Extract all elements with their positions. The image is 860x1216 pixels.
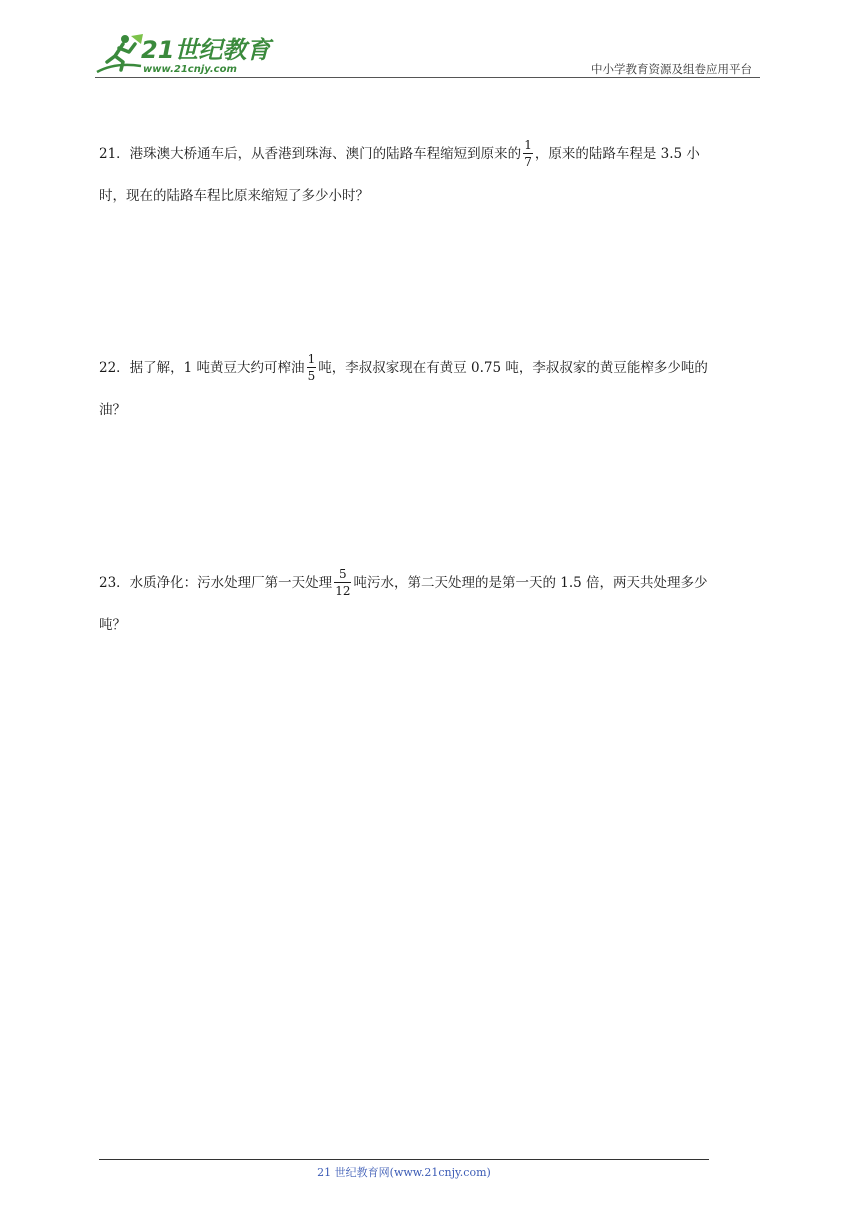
question-22 <box>99 347 769 431</box>
question-text: 吨？ <box>99 617 126 633</box>
question-text: 22．据了解，1 吨黄豆大约可榨油 <box>99 360 305 376</box>
header-tagline: 中小学教育资源及组卷应用平台 <box>591 62 752 76</box>
fraction <box>334 567 351 598</box>
header-divider <box>95 77 760 78</box>
footer-link[interactable]: 21 世纪教育网(www.21cnjy.com) <box>317 1166 491 1179</box>
logo-url-text: www.21cnjy.com <box>143 64 237 75</box>
fraction-numerator: 1 <box>307 352 316 366</box>
fraction-numerator: 1 <box>524 138 532 152</box>
question-line <box>99 175 769 217</box>
fraction-denominator: 5 <box>307 369 316 383</box>
question-text: 油？ <box>99 402 126 418</box>
logo-brand-text: 21世纪教育 <box>141 36 271 64</box>
page-header <box>95 30 760 78</box>
footer-divider <box>99 1159 709 1160</box>
fraction-numerator: 5 <box>334 567 351 583</box>
question-text: 时，现在的陆路车程比原来缩短了多少小时？ <box>99 188 369 204</box>
site-logo[interactable] <box>95 32 271 76</box>
question-text: ，原来的陆路车程是 3.5 小 <box>534 146 700 162</box>
question-text: 吨污水，第二天处理的是第一天的 1.5 倍，两天共处理多少 <box>353 575 708 591</box>
question-line <box>99 562 769 604</box>
runner-logo-icon <box>95 32 145 76</box>
fraction <box>523 138 533 169</box>
question-text: 吨，李叔叔家现在有黄豆 0.75 吨，李叔叔家的黄豆能榨多少吨的 <box>318 360 708 376</box>
fraction-denominator: 7 <box>524 155 532 169</box>
fraction <box>307 352 317 383</box>
question-text: 21．港珠澳大桥通车后，从香港到珠海、澳门的陆路车程缩短到原来的 <box>99 146 522 162</box>
question-line <box>99 133 769 175</box>
question-line <box>99 604 769 646</box>
question-21 <box>99 133 769 217</box>
question-line <box>99 389 769 431</box>
question-text: 23．水质净化：污水处理厂第一天处理 <box>99 575 333 591</box>
fraction-denominator: 12 <box>335 584 351 598</box>
question-23 <box>99 562 769 646</box>
question-line <box>99 347 769 389</box>
